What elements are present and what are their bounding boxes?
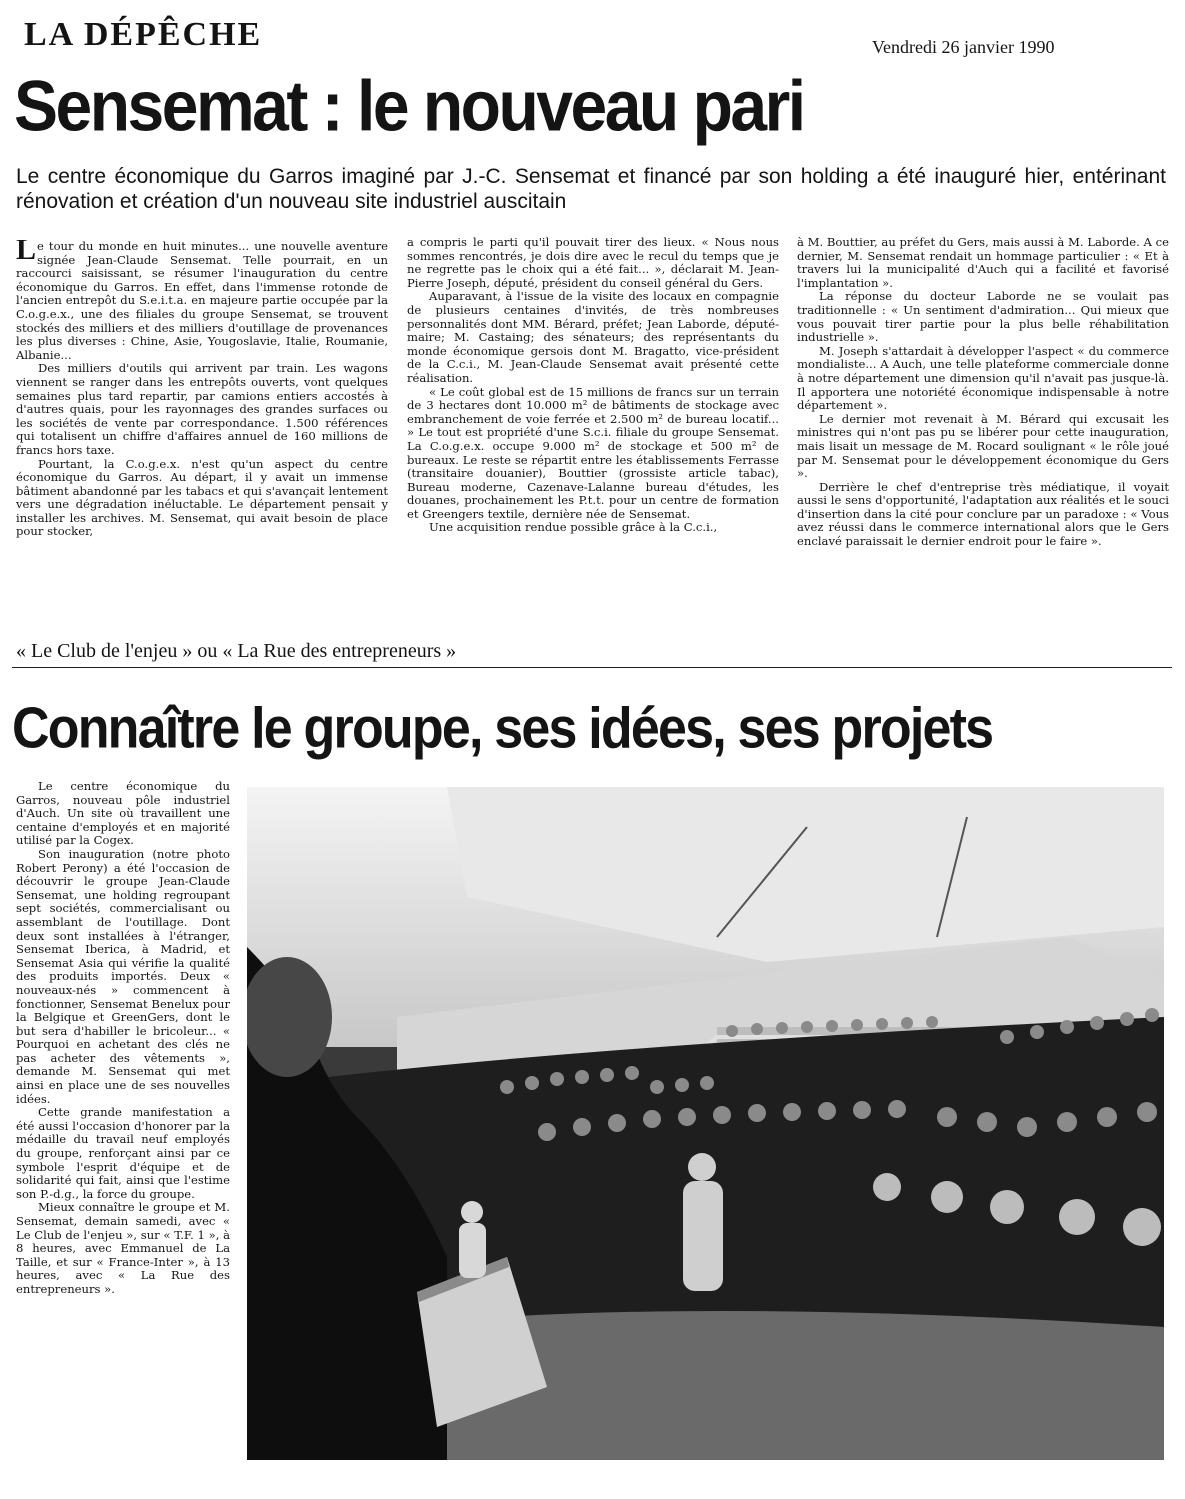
article2-paragraph: Le centre économique du Garros, nouveau pôle industriel d'Auch. Un site où travaillent une centaine d'employés et en majorité utilisé par la Cogex. xyxy=(16,780,230,848)
article1-deck: Le centre économique du Garros imaginé par J.-C. Sensemat et financé par son holding a été inauguré hier, entérinant rénovation et création d'un nouveau site industriel auscitain xyxy=(16,165,1166,213)
article1-col1-paragraph: Pourtant, la C.o.g.e.x. n'est qu'un aspect du centre économique du Garros. Au départ, il y avait un immense bâtiment abandonné par les tabacs et qui s'avançait lentement vers une dégradation inéluctable. Le département pensait y installer les archives. M. Sensemat, qui avait besoin de place pour stocker, xyxy=(16,456,388,539)
article1-col3-paragraph: à M. Bouttier, au préfet du Gers, mais aussi à M. Laborde. A ce dernier, M. Sensemat rendait un hommage particulier : « Et à travers lui la municipalité d'Auch qui a facilité et favorisé l'implantation ». xyxy=(797,236,1169,290)
article1-col1-p1-text: e tour du monde en huit minutes... une nouvelle aventure signée Jean-Claude Sensemat. Telle pourrait, en un raccourci saisissant, se résumer l'inauguration du centre économique du Garros. En effet, dans l'immense rotonde de l'ancien entrepôt du S.e.i.t.a. en majeure partie occupée par la C.o.g.e.x., une des filiales du groupe Sensemat, se trouvent stockés des milliers et des milliers d'outillage de provenances les plus diverses : Chine, Asie, Yougoslavie, Italie, Roumanie, Albanie... xyxy=(16,240,388,362)
article1-col3-paragraph: Le dernier mot revenait à M. Bérard qui excusait les ministres qui n'ont pas pu se libérer pour cette inauguration, mais lisait un message de M. Rocard soulignant « le rôle joué par M. Sensemat pour le développement économique du Gers ». xyxy=(797,411,1169,481)
article2-paragraph: Mieux connaître le groupe et M. Sensemat, demain samedi, avec « Le Club de l'enjeu », sur « T.F. 1 », à 8 heures, avec Emmanuel de La Taille, et sur « France-Inter », à 13 heures, avec « La Rue des entrepreneurs ». xyxy=(16,1200,230,1296)
article2-column xyxy=(16,780,230,1480)
newspaper-masthead: LA DÉPÊCHE xyxy=(24,16,263,53)
article2-headline: Connaître le groupe, ses idées, ses projets xyxy=(12,696,993,761)
article2-kicker: « Le Club de l'enjeu » ou « La Rue des entrepreneurs » xyxy=(16,640,457,662)
article2-paragraph: Cette grande manifestation a été aussi l'occasion d'honorer par la médaille du travail neuf employés du groupe, renforçant ainsi par ce symbole l'esprit d'équipe et de solidarité qui fait, ainsi que l'estime son P.-d.g., la force du groupe. xyxy=(16,1105,230,1201)
article1-col2-paragraph: « Le coût global est de 15 millions de francs sur un terrain de 3 hectares dont 10.000 m² de bâtiments de stockage avec embranchement de voie ferrée et 2.500 m² de bureau locatif... » Le tout est propriété d'une S.c.i. filiale du groupe Sensemat. La C.o.g.e.x. occupe 9.000 m² de stockage et 500 m² de bureaux. Le reste se répartit entre les établissements Ferrasse (transitaire douanier), Bouttier (grossiste article tabac), Bureau moderne, Cazenave-Lalanne bureau d'études, les douanes, prochainement les P.t.t. pour un centre de formation et Greengers textile, dernière née de Sensemat. xyxy=(407,384,779,521)
article1-col2-paragraph: Auparavant, à l'issue de la visite des locaux en compagnie de plusieurs centaines d'invités, de très nombreuses personnalités dont MM. Bérard, préfet; Jean Laborde, député-maire; M. Castaing; des sénateurs; des représentants du monde économique gersois dont M. Bragatto, vice-président de la C.c.i., M. Jean-Claude Sensemat avait présenté cette réalisation. xyxy=(407,289,779,385)
article1-column-2 xyxy=(407,236,779,613)
article1-col1-paragraph xyxy=(16,240,388,362)
drop-cap: L xyxy=(16,240,37,266)
photo-scene xyxy=(247,787,1164,1460)
article1-col3-paragraph: M. Joseph s'attardait à développer l'aspect « du commerce mondialiste... A Auch, une telle plateforme commerciale donne à notre département une dimension qu'il n'avait pas jusque-là. Il apportera une notoriété économique indispensable à notre département ». xyxy=(797,343,1169,413)
article1-col1-paragraph: Des milliers d'outils qui arrivent par train. Les wagons viennent se ranger dans les entrepôts ouverts, vont quelques semaines plus tard repartir, par camions entiers accostés à d'autres quais, pour les rayonnages des grandes surfaces ou les sociétés de vente par correspondance. 1.500 références qui totalisent un chiffre d'affaires annuel de 160 millions de francs hors taxe. xyxy=(16,361,388,457)
article1-col3-paragraph: Derrière le chef d'entreprise très médiatique, il voyait aussi le sens d'opportunité, l'adaptation aux réalités et le souci d'insertion dans la cité pour conclure par un paradoxe : « Vous avez réussi dans le commerce international alors que le Gers enclavé paraissait le dernier endroit pour le faire ». xyxy=(797,479,1169,549)
section-divider xyxy=(12,667,1172,668)
article1-col3-paragraph: La réponse du docteur Laborde ne se voulait pas traditionnelle : « Un sentiment d'admiration... Qui mieux que vous pouvait tirer partie pour la plus belle réhabilitation industrielle ». xyxy=(797,289,1169,345)
article1-col2-paragraph: a compris le parti qu'il pouvait tirer des lieux. « Nous nous sommes rencontrés, je dois dire avec le recul du temps que je ne regrette pas le choix qui a été fait... », déclarait M. Jean-Pierre Joseph, député, président du conseil général du Gers. xyxy=(407,236,779,290)
article2-paragraph: Son inauguration (notre photo Robert Perony) a été l'occasion de découvrir le groupe Jean-Claude Sensemat, une holding regroupant sept sociétés, commercialisant ou assemblant de l'outillage. Dont deux sont installées à l'étranger, Sensemat Iberica, à Madrid, et Sensemat Asia qui vérifie la qualité des produits importés. Deux « nouveaux-nés » commencent à fonctionner, Sensemat Benelux pour la Belgique et GreenGers, dont le but sera d'habiller le bricoleur... « Pourquoi en achetant des clés ne pas acheter des vêtements », demande M. Sensemat qui met ainsi en place une de ses nouvelles idées. xyxy=(16,846,230,1106)
issue-date: Vendredi 26 janvier 1990 xyxy=(872,37,1055,57)
article1-headline: Sensemat : le nouveau pari xyxy=(14,65,804,146)
article1-column-1 xyxy=(16,240,388,612)
article1-column-3 xyxy=(797,236,1169,613)
inauguration-photo xyxy=(247,787,1164,1460)
child-figure xyxy=(459,1201,486,1278)
article1-col2-paragraph: Une acquisition rendue possible grâce à la C.c.i., xyxy=(429,520,718,535)
